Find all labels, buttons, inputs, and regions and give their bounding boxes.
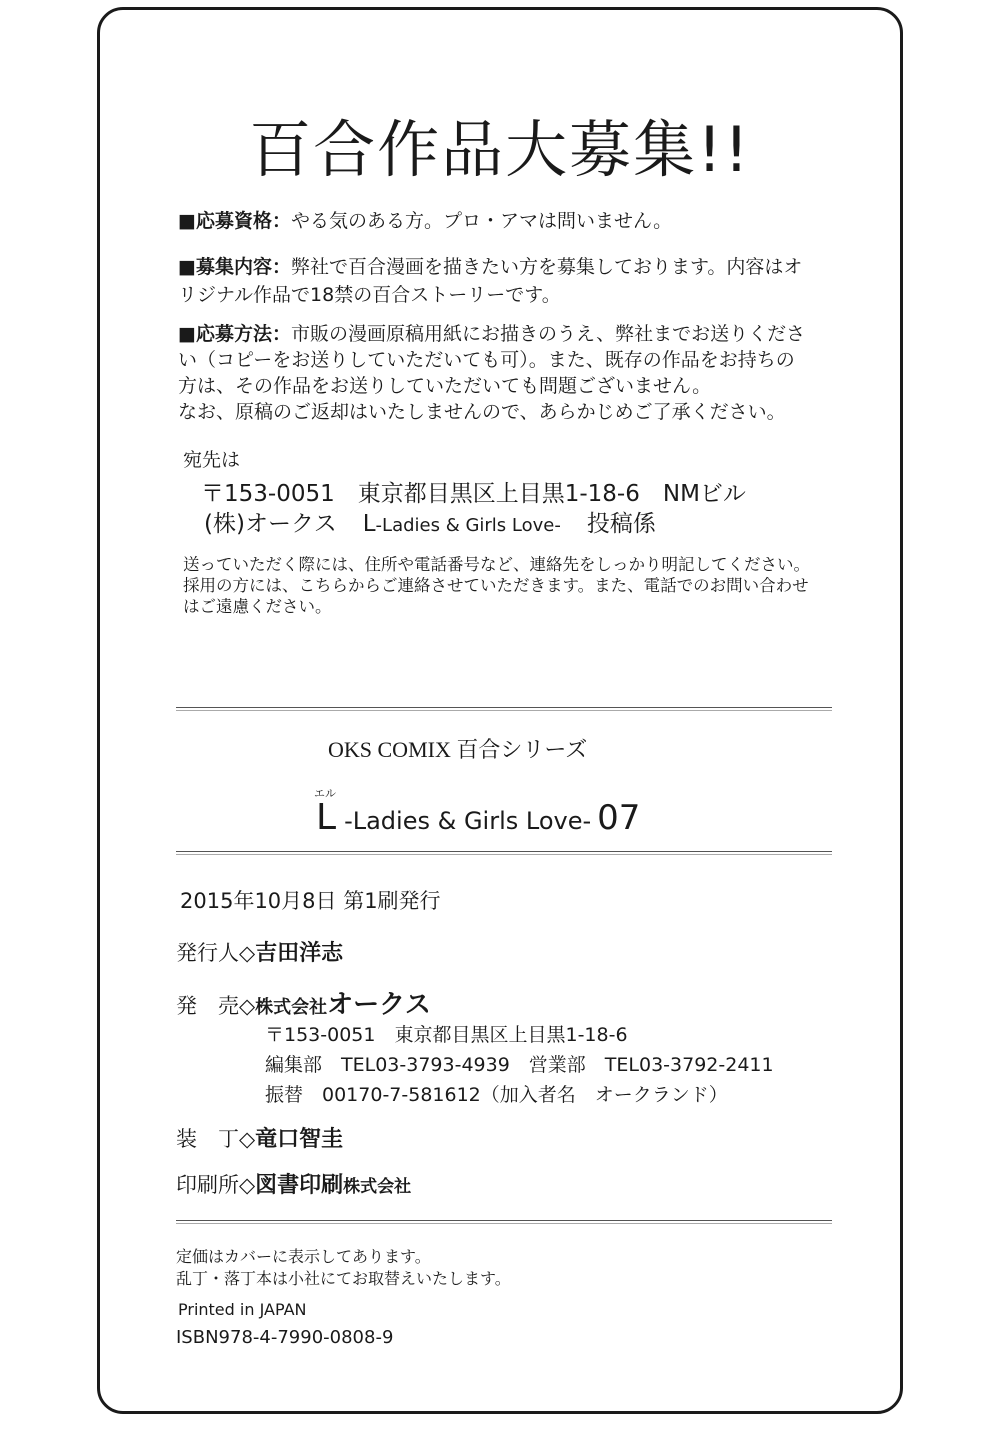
address-l-letter: L xyxy=(362,511,376,537)
series-l-letter: L xyxy=(316,797,337,838)
content-text-1: 弊社で百合漫画を描きたい方を募集しております。内容はオ xyxy=(290,256,803,278)
seller-prefix: 株式会社 xyxy=(255,997,328,1018)
design-row xyxy=(176,1122,343,1153)
notice-line-2: 採用の方には、こちらからご連絡させていただきます。また、電話でのお問い合わせ xyxy=(183,576,809,595)
method-label: ■応募方法： xyxy=(178,323,291,345)
address-recipient xyxy=(204,505,656,538)
seller-transfer: 振替 00170-7-581612（加入者名 オークランド） xyxy=(265,1084,728,1106)
replacement-note: 乱丁・落丁本は小社にてお取替えいたします。 xyxy=(176,1269,511,1288)
method-text-1: 市販の漫画原稿用紙にお描きのうえ、弊社までお送りくださ xyxy=(290,323,806,345)
content-label: ■募集内容： xyxy=(178,256,291,278)
isbn: ISBN978-4-7990-0808-9 xyxy=(176,1327,394,1348)
printer-name: 図書印刷 xyxy=(255,1172,344,1198)
designer-name: 竜口智圭 xyxy=(255,1126,344,1152)
printer-row xyxy=(176,1168,411,1199)
address-heading: 宛先は xyxy=(183,449,241,471)
content-text-2: リジナル作品で18禁の百合ストーリーです。 xyxy=(178,284,561,306)
notice-line-1: 送っていただく際には、住所や電話番号など、連絡先をしっかり明記してください。 xyxy=(183,555,810,574)
seller-label: 発 売◇ xyxy=(176,994,256,1018)
issue-date: 2015年10月8日 第1刷発行 xyxy=(180,889,441,913)
method-text-4: なお、原稿のご返却はいたしませんので、あらかじめご了承ください。 xyxy=(178,401,786,423)
eligibility-label: ■応募資格： xyxy=(178,210,291,232)
divider-middle xyxy=(176,851,832,852)
method-text-3: 方は、その作品をお送りしていただいても問題ございません。 xyxy=(178,375,712,397)
series-title xyxy=(316,797,640,838)
series-volume: 07 xyxy=(597,798,641,838)
design-label: 装 丁◇ xyxy=(176,1127,256,1151)
method-row xyxy=(178,320,805,348)
printer-suffix: 株式会社 xyxy=(343,1177,412,1197)
publisher-row xyxy=(176,936,343,967)
eligibility-row xyxy=(178,207,672,235)
page-title: 百合作品大募集!! xyxy=(249,113,751,186)
series-label: OKS COMIX 百合シリーズ xyxy=(328,737,588,762)
seller-tel: 編集部 TEL03-3793-4939 営業部 TEL03-3792-2411 xyxy=(265,1054,774,1076)
address-dept: 投稿係 xyxy=(586,511,656,537)
publisher-label: 発行人◇ xyxy=(176,941,256,965)
price-note: 定価はカバーに表示してあります。 xyxy=(176,1247,431,1266)
seller-row xyxy=(176,984,431,1021)
seller-name: オークス xyxy=(327,990,431,1020)
series-ruby: エル xyxy=(314,787,336,800)
address-line: 〒153-0051 東京都目黒区上目黒1-18-6 NMビル xyxy=(201,481,746,507)
address-company: (株)オークス xyxy=(204,511,337,537)
publisher-name: 吉田洋志 xyxy=(255,940,344,966)
printed-in: Printed in JAPAN xyxy=(178,1300,307,1319)
divider-top xyxy=(176,707,832,708)
printer-label: 印刷所◇ xyxy=(176,1173,256,1197)
series-subtitle: -Ladies & Girls Love- xyxy=(344,807,592,835)
eligibility-text: やる気のある方。プロ・アマは問いません。 xyxy=(290,210,673,232)
seller-address: 〒153-0051 東京都目黒区上目黒1-18-6 xyxy=(265,1024,628,1046)
divider-bottom xyxy=(176,1220,832,1221)
address-series-name: -Ladies & Girls Love- xyxy=(375,515,561,536)
notice-line-3: はご遠慮ください。 xyxy=(183,597,332,616)
content-row xyxy=(178,253,802,281)
method-text-2: い（コピーをお送りしていただいても可）。また、既存の作品をお持ちの xyxy=(178,349,795,371)
